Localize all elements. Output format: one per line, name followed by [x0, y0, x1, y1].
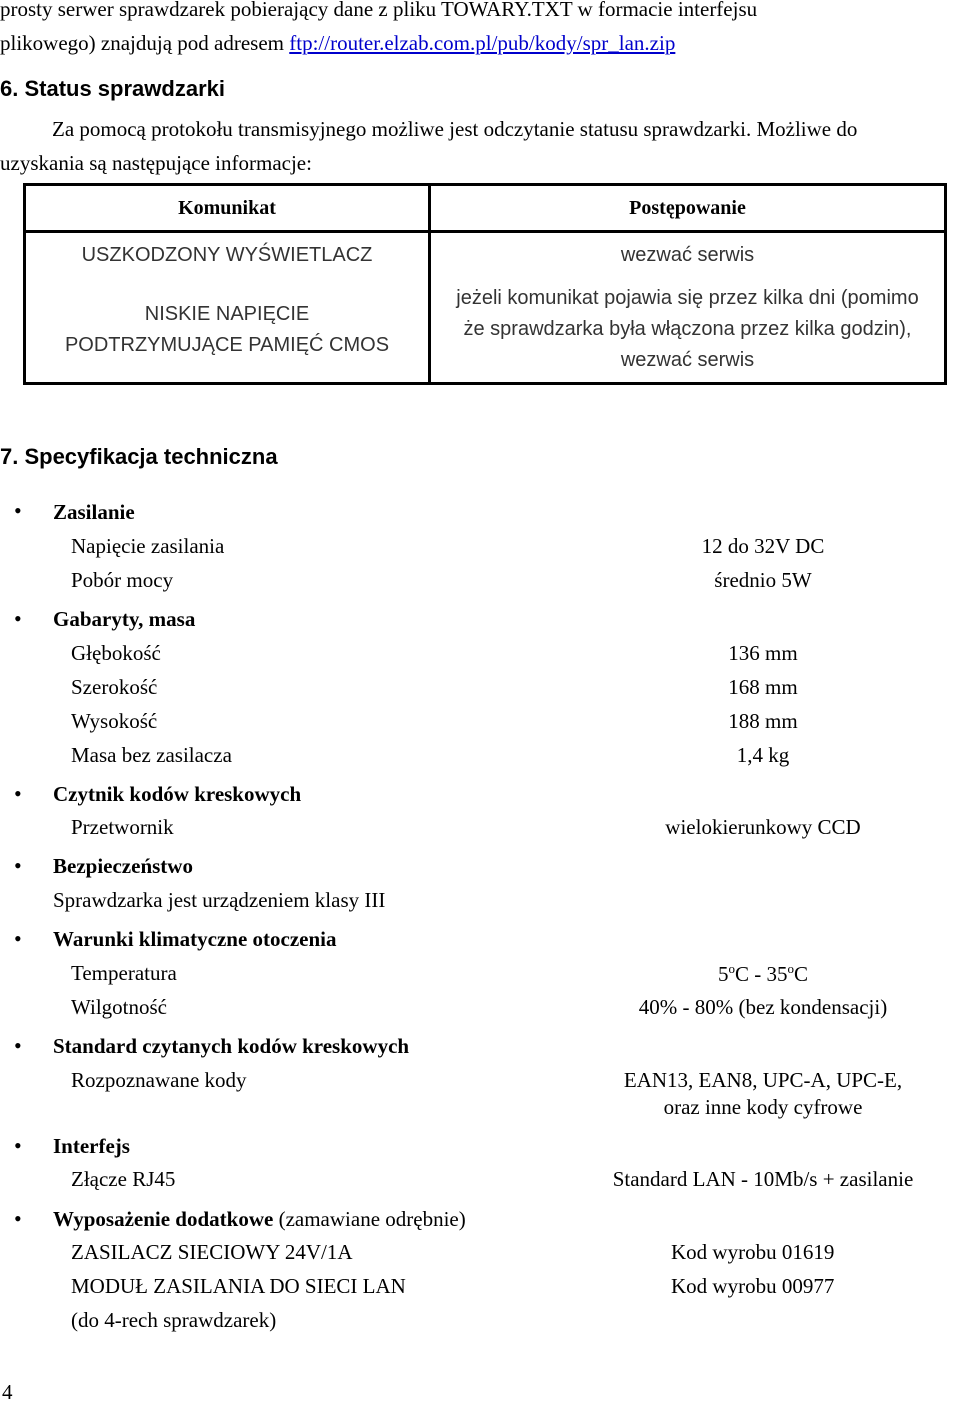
- intro-line-2-text: plikowego) znajdują pod adresem: [0, 31, 290, 55]
- spec-label: MODUŁ ZASILANIA DO SIECI LAN: [71, 1274, 406, 1298]
- spec-group-title: Interfejs: [53, 1134, 130, 1158]
- bullet-icon: •: [14, 1133, 22, 1158]
- spec-label: Pobór mocy: [71, 568, 174, 592]
- spec-value: średnio 5W: [714, 568, 812, 592]
- spec-group-title: Gabaryty, masa: [53, 607, 196, 631]
- col-header-komunikat: Komunikat: [25, 185, 430, 232]
- action-cell: [430, 277, 946, 384]
- spec-value: Kod wyrobu 01619: [671, 1240, 835, 1264]
- spec-label: Złącze RJ45: [71, 1167, 176, 1191]
- action-line: jeżeli komunikat pojawia się przez kilka dni (pomimo: [456, 287, 919, 309]
- spec-value: 40% - 80% (bez kondensacji): [638, 995, 888, 1019]
- action-line: że sprawdzarka była włączona przez kilka godzin),: [463, 318, 912, 340]
- intro-line-1: prosty serwer sprawdzarek pobierający dane z pliku TOWARY.TXT w formacie interfejsu: [0, 0, 758, 21]
- spec-value-temperature: [718, 961, 808, 987]
- spec-value: 12 do 32V DC: [701, 534, 825, 558]
- spec-group-title-suffix: (zamawiane odrębnie): [273, 1207, 466, 1231]
- degree-sup: o: [787, 961, 794, 976]
- spec-value: 168 mm: [728, 675, 798, 699]
- spec-label: Wysokość: [71, 709, 158, 733]
- spec-note: Sprawdzarka jest urządzeniem klasy III: [53, 888, 386, 912]
- bullet-icon: •: [14, 926, 22, 951]
- spec-group-title: Warunki klimatyczne otoczenia: [53, 927, 337, 951]
- table-row: [25, 232, 946, 278]
- message-line: USZKODZONY WYŚWIETLACZ: [81, 243, 373, 266]
- action-cell: [430, 232, 946, 278]
- spec-value: Kod wyrobu 00977: [671, 1274, 835, 1298]
- col-header-postepowanie: Postępowanie: [430, 185, 946, 232]
- spec-label: Napięcie zasilania: [71, 534, 225, 558]
- spec-label: Masa bez zasilacza: [71, 743, 232, 767]
- spec-value-line: EAN13, EAN8, UPC-A, UPC-E,: [623, 1068, 903, 1092]
- status-messages-table: [23, 183, 947, 385]
- spec-group-title-line: [53, 1207, 466, 1232]
- spec-label: ZASILACZ SIECIOWY 24V/1A: [71, 1240, 353, 1264]
- message-line: PODTRZYMUJĄCE PAMIĘĆ CMOS: [64, 333, 390, 356]
- action-line: wezwać serwis: [620, 349, 755, 371]
- spec-label: Temperatura: [71, 961, 177, 985]
- spec-label: Głębokość: [71, 641, 161, 665]
- spec-group-title: Wyposażenie dodatkowe: [53, 1207, 274, 1231]
- table-row: [25, 277, 946, 384]
- spec-label: Przetwornik: [71, 815, 174, 839]
- section-6-para-line-2: uzyskania są następujące informacje:: [0, 151, 312, 175]
- spec-value: 136 mm: [728, 641, 798, 665]
- bullet-icon: •: [14, 1206, 22, 1231]
- spec-label: Wilgotność: [71, 995, 167, 1019]
- spec-group-title: Standard czytanych kodów kreskowych: [53, 1034, 410, 1058]
- temp-part: C: [793, 962, 809, 986]
- spec-value-line: oraz inne kody cyfrowe: [663, 1095, 863, 1119]
- degree-sup: o: [728, 961, 735, 976]
- spec-label: Rozpoznawane kody: [71, 1068, 247, 1092]
- spec-group-title: Bezpieczeństwo: [53, 854, 193, 878]
- section-6-heading: 6. Status sprawdzarki: [0, 76, 225, 101]
- spec-value: Standard LAN - 10Mb/s + zasilanie: [612, 1167, 914, 1191]
- spec-label: Szerokość: [71, 675, 158, 699]
- spec-value: 188 mm: [728, 709, 798, 733]
- bullet-icon: •: [14, 853, 22, 878]
- bullet-icon: •: [14, 498, 22, 523]
- intro-line-2: [0, 30, 675, 57]
- bullet-icon: •: [14, 781, 22, 806]
- message-line: NISKIE NAPIĘCIE: [144, 302, 310, 325]
- spec-group-title: Czytnik kodów kreskowych: [53, 782, 302, 806]
- ftp-link[interactable]: ftp://router.elzab.com.pl/pub/kody/spr_lan.zip: [289, 31, 676, 55]
- action-line: wezwać serwis: [620, 243, 755, 266]
- spec-value: wielokierunkowy CCD: [665, 815, 861, 839]
- section-7-heading: 7. Specyfikacja techniczna: [0, 444, 278, 469]
- page-number: 4: [2, 1380, 13, 1404]
- message-cell: [25, 277, 430, 384]
- spec-label: (do 4-rech sprawdzarek): [71, 1308, 277, 1332]
- temp-part: C - 35: [734, 962, 788, 986]
- spec-value: 1,4 kg: [736, 743, 790, 767]
- table-header-row: [25, 185, 946, 232]
- temp-part: 5: [717, 962, 729, 986]
- message-cell: [25, 232, 430, 278]
- spec-group-title: Zasilanie: [53, 500, 135, 524]
- section-6-para-line-1: Za pomocą protokołu transmisyjnego możliwe jest odczytanie statusu sprawdzarki. Możliwe do: [52, 117, 858, 141]
- bullet-icon: •: [14, 1033, 22, 1058]
- bullet-icon: •: [14, 606, 22, 631]
